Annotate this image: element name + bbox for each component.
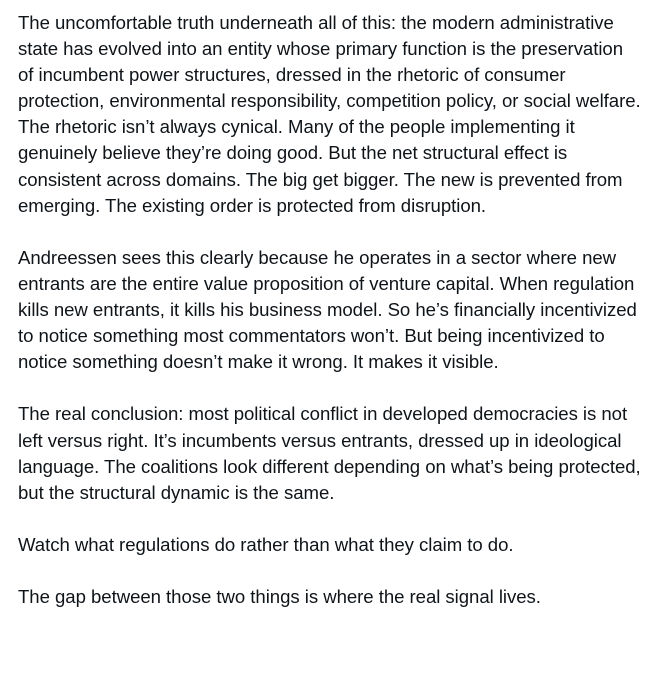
post-paragraph-2: Andreessen sees this clearly because he operates in a sector where new entrants are the entire value proposition of venture capital. When regulation kills new entrants, it kills his business model. So he’s financially incentivized to notice something most commentators won’t. But being incentivized to notice something doesn’t make it wrong. It makes it visible.	[18, 246, 637, 373]
post-paragraph-4: Watch what regulations do rather than what they claim to do.	[18, 533, 514, 555]
post-paragraph-5: The gap between those two things is where the real signal lives.	[18, 586, 541, 608]
post-paragraph-1: The uncomfortable truth underneath all of this: the modern administrative state has evolved into an entity whose primary function is the preservation of incumbent power structures, dressed in the rhetoric of consumer protection, environmental responsibility, competition policy, or social welfare. The rhetoric isn’t always cynical. Many of the people implementing it genuinely believe they’re doing good. But the net structural effect is consistent across domains. The big get bigger. The new is prevented from emerging. The existing order is protected from disruption.	[18, 12, 641, 216]
post-paragraph-3: The real conclusion: most political conflict in developed democracies is not left versus right. It’s incumbents versus entrants, dressed up in ideological language. The coalitions look different depending on what’s being protected, but the structural dynamic is the same.	[18, 403, 641, 503]
post-text	[18, 10, 642, 610]
